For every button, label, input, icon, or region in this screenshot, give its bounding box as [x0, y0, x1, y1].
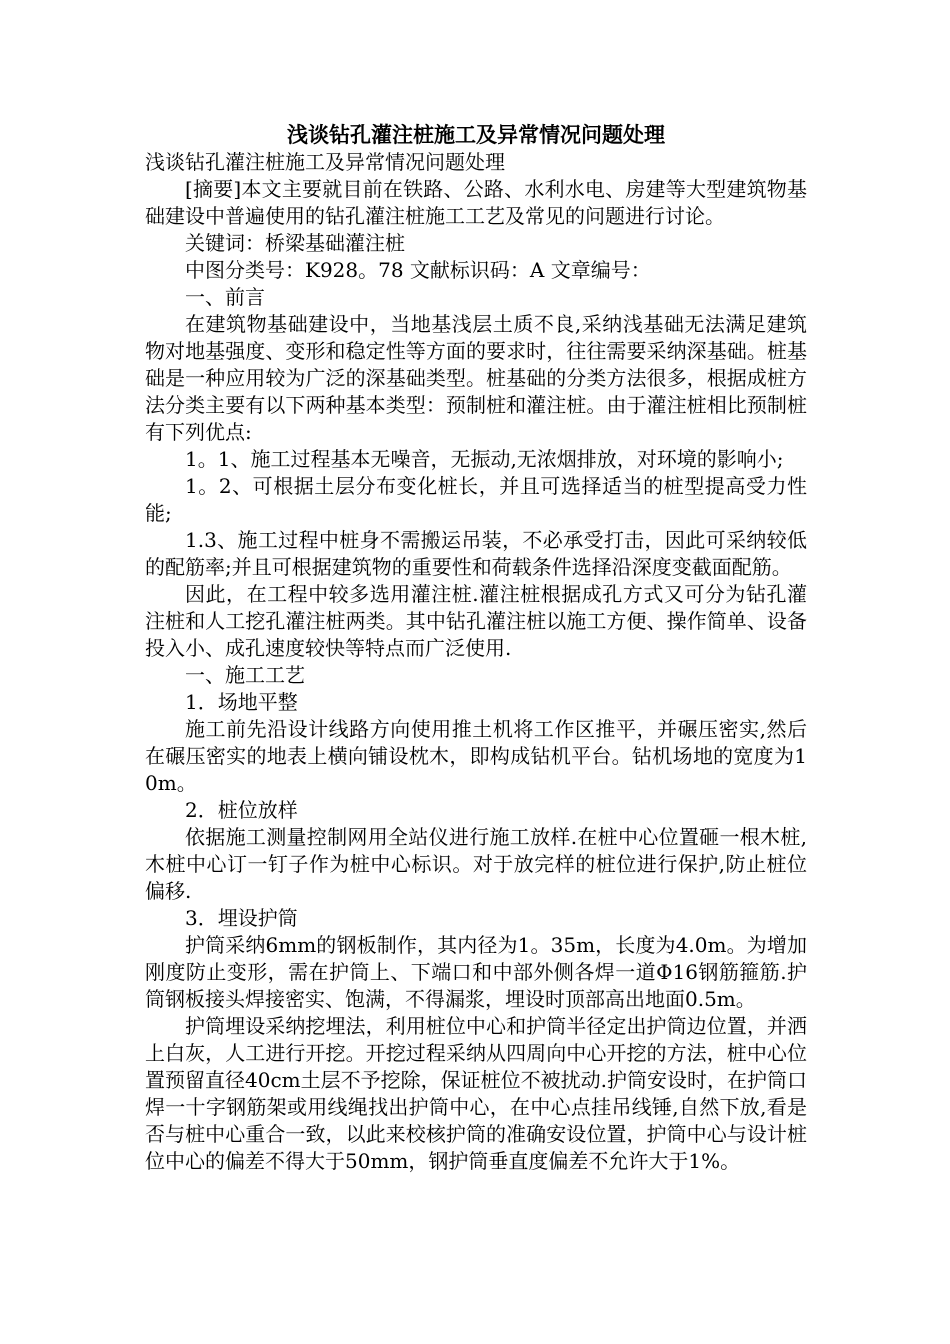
paragraph: 1.3、施工过程中桩身不需搬运吊装，不必承受打击，因此可采纳较低的配筋率;并且可根据建筑物的重要性和荷载条件选择沿深度变截面配筋。	[145, 528, 807, 579]
paragraph: 一、前言	[185, 285, 265, 309]
paragraph: 3．埋设护筒	[185, 906, 298, 930]
paragraph: 中图分类号：K928。78 文献标识码：A 文章编号：	[185, 258, 651, 282]
paragraph: 在建筑物基础建设中，当地基浅层土质不良,采纳浅基础无法满足建筑物对地基强度、变形和稳定性等方面的要求时，往往需要采纳深基础。桩基础是一种应用较为广泛的深基础类型。桩基础的分类方法很多，根据成桩方法分类主要有以下两种基本类型：预制桩和灌注桩。由于灌注桩相比预制桩有下列优点:	[145, 312, 807, 444]
paragraph: 施工前先沿设计线路方向使用推土机将工作区推平，并碾压密实,然后在碾压密实的地表上横向铺设枕木，即构成钻机平台。钻机场地的宽度为10m。	[145, 717, 807, 795]
paragraph: 浅谈钻孔灌注桩施工及异常情况问题处理	[145, 150, 505, 174]
paragraph: 护筒埋设采纳挖埋法，利用桩位中心和护筒半径定出护筒边位置，并洒上白灰，人工进行开挖。开挖过程采纳从四周向中心开挖的方法，桩中心位置预留直径40cm土层不予挖除，保证桩位不被扰动.护筒安设时，在护筒口焊一十字钢筋架或用线绳找出护筒中心，在中心点挂吊线锤,自然下放,看是否与桩中心重合一致，以此来校核护筒的准确安设位置，护筒中心与设计桩位中心的偏差不得大于50mm，钢护筒垂直度偏差不允许大于1%。	[145, 1014, 807, 1173]
paragraph: 1。2、可根据土层分布变化桩长，并且可选择适当的桩型提高受力性能;	[145, 474, 807, 525]
paragraph: 2．桩位放样	[185, 798, 298, 822]
paragraph: 因此，在工程中较多选用灌注桩.灌注桩根据成孔方式又可分为钻孔灌注桩和人工挖孔灌注桩两类。其中钻孔灌注桩以施工方便、操作简单、设备投入小、成孔速度较快等特点而广泛使用.	[145, 582, 807, 660]
paragraph: 一、施工工艺	[185, 663, 305, 687]
paragraph: 1．场地平整	[185, 690, 298, 714]
paragraph: [摘要]本文主要就目前在铁路、公路、水利水电、房建等大型建筑物基础建设中普遍使用的钻孔灌注桩施工工艺及常见的问题进行讨论。	[145, 177, 807, 228]
paragraph-list	[145, 149, 807, 1175]
paragraph: 依据施工测量控制网用全站仪进行施工放样.在桩中心位置砸一根木桩,木桩中心订一钉子作为桩中心标识。对于放完样的桩位进行保护,防止桩位偏移.	[145, 825, 807, 903]
document-body	[145, 122, 807, 1175]
paragraph: 关键词：桥梁基础灌注桩	[185, 231, 405, 255]
paragraph: 1。1、施工过程基本无噪音，无振动,无浓烟排放，对环境的影响小;	[185, 447, 784, 471]
paragraph: 护筒采纳6mm的钢板制作，其内径为1。35m，长度为4.0m。为增加刚度防止变形，需在护筒上、下端口和中部外侧各焊一道Φ16钢筋箍筋.护筒钢板接头焊接密实、饱满，不得漏浆，埋设时顶部高出地面0.5m。	[145, 933, 807, 1011]
document-title: 浅谈钻孔灌注桩施工及异常情况问题处理	[287, 123, 665, 147]
